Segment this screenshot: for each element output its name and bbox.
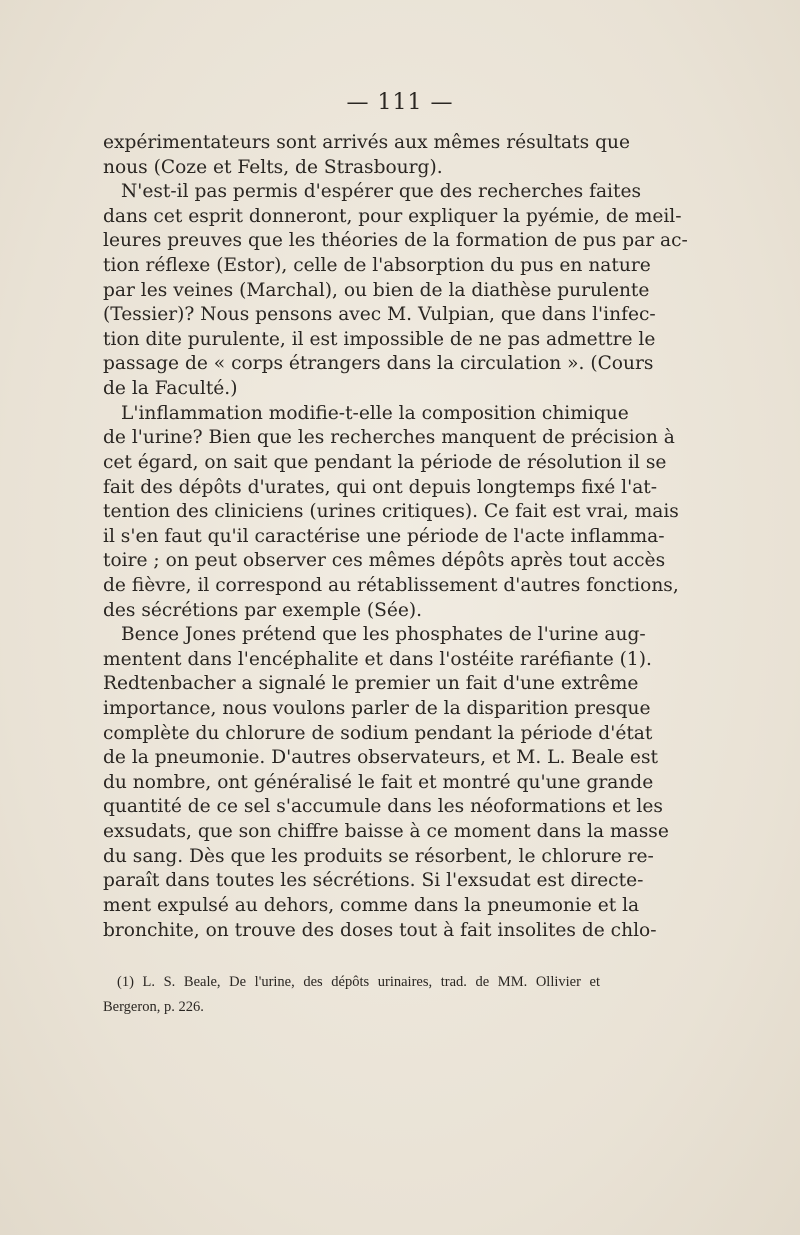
page-number: — 111 — bbox=[346, 90, 454, 115]
text-line: ment expulsé au dehors, comme dans la pneumonie et la bbox=[103, 894, 640, 916]
text-line: du nombre, ont généralisé le fait et montré qu'une grande bbox=[103, 771, 654, 793]
text-line: (Tessier)? Nous pensons avec M. Vulpian, que dans l'infec- bbox=[103, 304, 656, 326]
text-line: N'est-il pas permis d'espérer que des recherches faites bbox=[121, 181, 642, 203]
text-line: de l'urine? Bien que les recherches manquent de précision à bbox=[103, 427, 675, 449]
text-line: tention des cliniciens (urines critiques). Ce fait est vrai, mais bbox=[103, 501, 679, 523]
footnote-line: Bergeron, p. 226. bbox=[103, 999, 204, 1015]
text-line: il s'en faut qu'il caractérise une période de l'acte inflamma- bbox=[103, 525, 665, 547]
text-line: tion dite purulente, il est impossible de ne pas admettre le bbox=[103, 328, 656, 350]
text-line: cet égard, on sait que pendant la période de résolution il se bbox=[103, 451, 667, 473]
text-line: par les veines (Marchal), ou bien de la diathèse purulente bbox=[103, 279, 650, 301]
text-line: complète du chlorure de sodium pendant la période d'état bbox=[103, 722, 653, 744]
text-line: de la pneumonie. D'autres observateurs, et M. L. Beale est bbox=[103, 747, 658, 769]
text-line: mentent dans l'encéphalite et dans l'ostéite raréfiante (1). bbox=[103, 648, 652, 670]
footnotes bbox=[103, 970, 600, 1020]
text-line: quantité de ce sel s'accumule dans les néoformations et les bbox=[103, 796, 663, 818]
footnote-line: (1) L. S. Beale, De l'urine, des dépôts urinaires, trad. de MM. Ollivier et bbox=[117, 974, 600, 990]
text-line: du sang. Dès que les produits se résorbent, le chlorure re- bbox=[103, 845, 654, 867]
text-line: Bence Jones prétend que les phosphates de l'urine aug- bbox=[121, 624, 646, 646]
text-line: nous (Coze et Felts, de Strasbourg). bbox=[103, 156, 443, 178]
text-line: tion réflexe (Estor), celle de l'absorption du pus en nature bbox=[103, 255, 651, 277]
text-line: de la Faculté.) bbox=[103, 378, 238, 400]
text-line: importance, nous voulons parler de la disparition presque bbox=[103, 698, 651, 720]
text-line: dans cet esprit donneront, pour expliquer la pyémie, de meil- bbox=[103, 205, 682, 227]
text-line: toire ; on peut observer ces mêmes dépôts après tout accès bbox=[103, 550, 666, 572]
text-line: paraît dans toutes les sécrétions. Si l'exsudat est directe- bbox=[103, 870, 644, 892]
text-line: expérimentateurs sont arrivés aux mêmes résultats que bbox=[103, 132, 630, 153]
text-line: passage de « corps étrangers dans la circulation ». (Cours bbox=[103, 353, 654, 375]
text-line: des sécrétions par exemple (Sée). bbox=[103, 599, 423, 621]
text-line: exsudats, que son chiffre baisse à ce moment dans la masse bbox=[103, 821, 669, 843]
text-line: L'inflammation modifie-t-elle la composition chimique bbox=[121, 402, 629, 424]
text-line: fait des dépôts d'urates, qui ont depuis longtemps fixé l'at- bbox=[103, 476, 658, 498]
body-text bbox=[103, 131, 688, 943]
text-line: leures preuves que les théories de la formation de pus par ac- bbox=[103, 230, 688, 252]
text-line: bronchite, on trouve des doses tout à fait insolites de chlo- bbox=[103, 919, 657, 941]
text-line: de fièvre, il correspond au rétablissement d'autres fonctions, bbox=[103, 574, 679, 596]
text-line: Redtenbacher a signalé le premier un fait d'une extrême bbox=[103, 673, 639, 695]
